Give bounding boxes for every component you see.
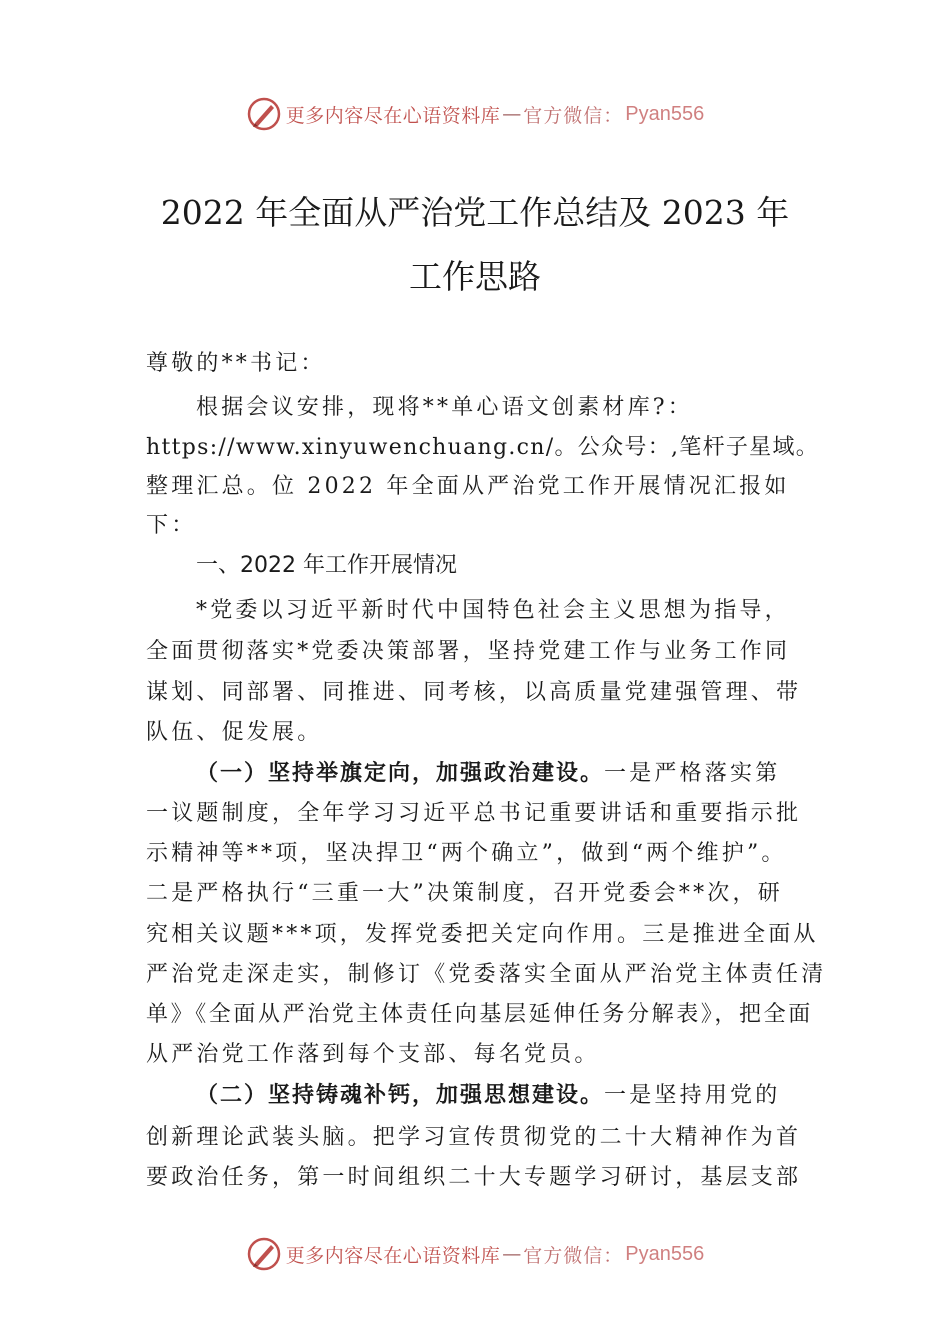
intro-line: 下： [146, 513, 197, 538]
pen-logo-icon [246, 1236, 282, 1272]
item-2-line: 创新理论武装头脑。把学习宣传贯彻党的二十大精神作为首 [146, 1125, 802, 1150]
section-paragraph-line: 谋划、同部署、同推进、同考核，以高质量党建强管理、带 [146, 680, 802, 705]
banner-separator: — [502, 103, 522, 125]
banner-separator: — [502, 1243, 522, 1265]
banner-wechat-id: Pyan556 [625, 102, 705, 125]
item-1-line: 从严治党工作落到每个支部、每名党员。 [146, 1042, 600, 1067]
item-1-title: （一）坚持举旗定向，加强政治建设。 [196, 760, 605, 786]
item-2-line: 要政治任务，第一时间组织二十大专题学习研讨，基层支部 [146, 1165, 802, 1190]
banner-site-name: 更多内容尽在心语资料库 [285, 1244, 501, 1267]
item-2-title: （二）坚持铸魂补钙，加强思想建设。 [196, 1082, 605, 1108]
salutation: 尊敬的**书记： [146, 351, 326, 376]
item-1-line: 严治党走深走实，制修订《党委落实全面从严治党主体责任清 [146, 962, 827, 987]
section-paragraph-line: 全面贯彻落实*党委决策部署，坚持党建工作与业务工作同 [146, 639, 791, 664]
banner-site-name: 更多内容尽在心语资料库 [285, 104, 501, 127]
section-heading: 一、2022 年工作开展情况 [196, 553, 457, 578]
item-1-first-text: 一是严格落实第 [604, 761, 781, 786]
intro-line: 根据会议安排，现将**单心语文创素材库?： [196, 395, 693, 420]
banner-wechat-id: Pyan556 [625, 1242, 705, 1265]
pen-logo-icon [246, 96, 282, 132]
item-1-line: 单》《全面从严治党主体责任向基层延伸任务分解表》，把全面 [146, 1002, 813, 1027]
item-1-line: 一议题制度，全年学习习近平总书记重要讲话和重要指示批 [146, 801, 802, 826]
banner-wechat-label: 官方微信： [523, 104, 624, 127]
item-2-first-text: 一是坚持用党的 [604, 1083, 781, 1108]
footer-watermark-banner [0, 1234, 950, 1274]
item-2-first-line [196, 1080, 816, 1111]
document-title-line-2: 工作思路 [409, 257, 541, 296]
intro-line: 整理汇总。位 2022 年全面从严治党工作开展情况汇报如 [146, 474, 790, 499]
section-paragraph-line: 队伍、促发展。 [146, 720, 323, 745]
section-paragraph-line: *党委以习近平新时代中国特色社会主义思想为指导， [196, 598, 790, 623]
item-1-first-line [196, 758, 816, 789]
item-1-line: 二是严格执行“三重一大”决策制度，召开党委会**次，研 [146, 881, 783, 906]
item-1-line: 究相关议题***项，发挥党委把关定向作用。三是推进全面从 [146, 922, 819, 947]
header-watermark-banner [0, 94, 950, 134]
intro-line: https://www.xinyuwenchuang.cn/。公众号：,笔杆子星域。 [146, 435, 820, 460]
document-title-line-1: 2022 年全面从严治党工作总结及 2023 年 [160, 193, 790, 232]
item-1-line: 示精神等**项，坚决捍卫“两个确立”，做到“两个维护”。 [146, 841, 787, 866]
banner-wechat-label: 官方微信： [523, 1244, 624, 1267]
